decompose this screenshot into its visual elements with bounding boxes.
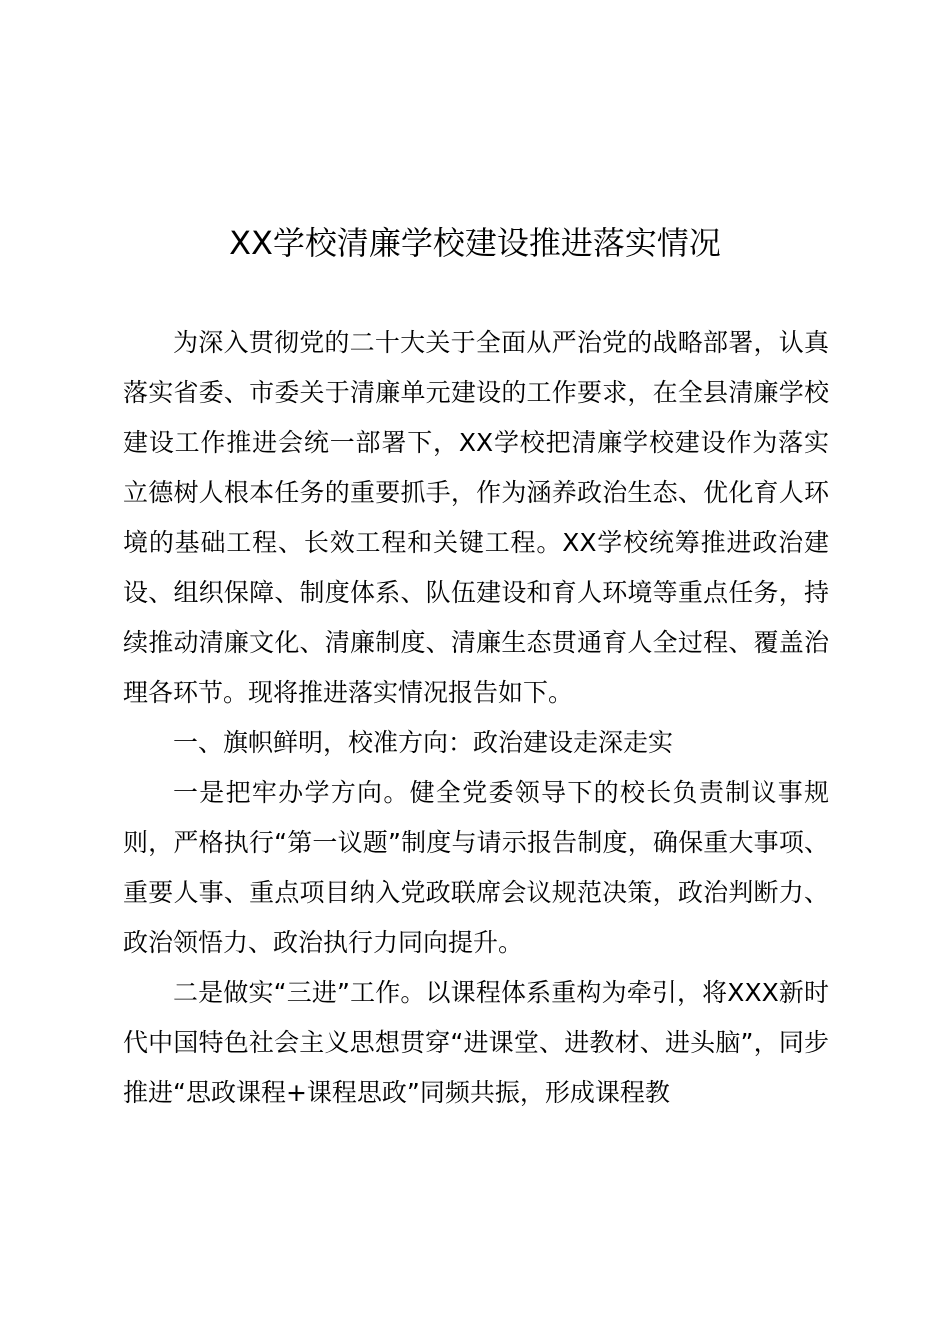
paragraph-three-entries: 二是做实“三进”工作。以课程体系重构为牵引，将XXX新时代中国特色社会主义思想贯穿“进课堂、进教材、进头脑”，同步推进“思政课程+课程思政”同频共振，形成课程教 [123,978,829,1107]
paragraph-direction: 一是把牢办学方向。健全党委领导下的校长负责制议事规则，严格执行“第一议题”制度与请示报告制度，确保重大事项、重要人事、重点项目纳入党政联席会议规范决策，政治判断力、政治领悟力、政治执行力同向提升。 [123,778,829,957]
document-title: XX学校清廉学校建设推进落实情况 [229,224,721,262]
intro-paragraph: 为深入贯彻党的二十大关于全面从严治党的战略部署，认真落实省委、市委关于清廉单元建设的工作要求，在全县清廉学校建设工作推进会统一部署下，XX学校把清廉学校建设作为落实立德树人根本任务的重要抓手，作为涵养政治生态、优化育人环境的基础工程、长效工程和关键工程。XX学校统筹推进政治建设、组织保障、制度体系、队伍建设和育人环境等重点任务，持续推动清廉文化、清廉制度、清廉生态贯通育人全过程、覆盖治理各环节。现将推进落实情况报告如下。 [123,328,829,707]
section-heading-1: 一、旗帜鲜明，校准方向：政治建设走深走实 [173,728,674,757]
document-body [123,318,829,1118]
